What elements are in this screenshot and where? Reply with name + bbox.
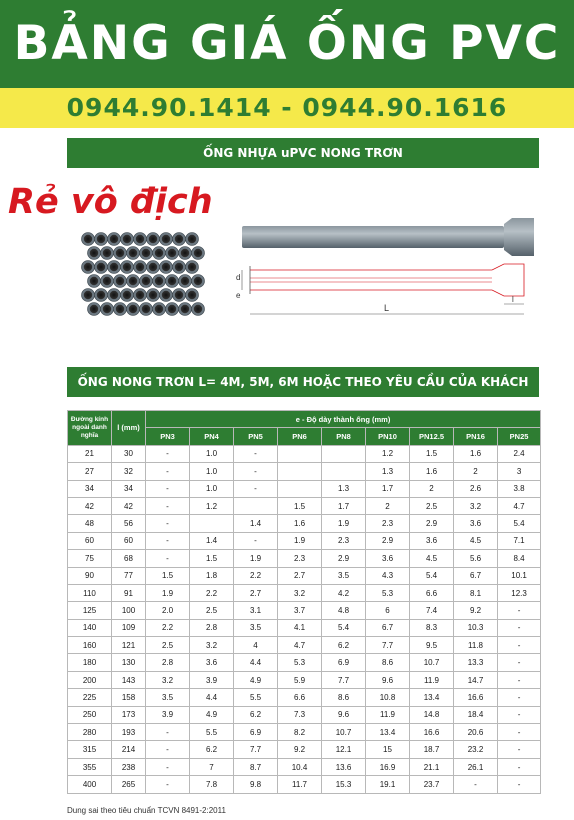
cell-thickness: 1.9 (234, 550, 278, 567)
cell-thickness: 6 (366, 602, 410, 619)
header-pn: PN5 (234, 428, 278, 445)
cell-thickness: 5.5 (190, 724, 234, 741)
cell-thickness: 2.3 (278, 550, 322, 567)
cell-thickness: 5.6 (454, 550, 498, 567)
cell-length: 42 (112, 497, 146, 514)
cell-thickness (278, 445, 322, 462)
cell-thickness: 10.3 (454, 619, 498, 636)
section-title-length: ỐNG NONG TRƠN L= 4M, 5M, 6M HOẶC THEO YÊU CẦU CỦA KHÁCH (67, 367, 539, 397)
cell-thickness: 3.1 (234, 602, 278, 619)
cell-thickness: 3.2 (278, 584, 322, 601)
cell-length: 193 (112, 724, 146, 741)
table-row (68, 758, 541, 775)
pipe-bundle-image (80, 225, 200, 325)
page-title: BẢNG GIÁ ỐNG PVC (13, 16, 561, 71)
cell-length: 214 (112, 741, 146, 758)
cell-thickness: 10.7 (410, 654, 454, 671)
cell-length: 91 (112, 584, 146, 601)
cell-thickness: 4.4 (234, 654, 278, 671)
cell-thickness: - (234, 463, 278, 480)
cell-thickness: 3.6 (410, 532, 454, 549)
cell-length: 121 (112, 637, 146, 654)
cell-thickness: 1.5 (146, 567, 190, 584)
cell-thickness: - (146, 550, 190, 567)
cell-thickness: 13.4 (410, 689, 454, 706)
table-row (68, 706, 541, 723)
table-row (68, 515, 541, 532)
cell-thickness: 2.2 (234, 567, 278, 584)
table-row (68, 776, 541, 793)
cell-thickness: 3 (498, 463, 541, 480)
cell-thickness: 4 (234, 637, 278, 654)
cell-thickness: 15.3 (322, 776, 366, 793)
cell-thickness: - (498, 619, 541, 636)
cell-thickness: 16.6 (454, 689, 498, 706)
phone-numbers: 0944.90.1414 - 0944.90.1616 (66, 93, 508, 122)
cell-diameter: 34 (68, 480, 112, 497)
spec-table (67, 410, 541, 794)
cell-thickness: 9.2 (278, 741, 322, 758)
cell-thickness: 5.4 (410, 567, 454, 584)
cell-thickness: 2.4 (498, 445, 541, 462)
cell-thickness: 18.7 (410, 741, 454, 758)
cell-thickness: 4.9 (234, 671, 278, 688)
cell-thickness: 1.0 (190, 463, 234, 480)
cell-thickness: 1.5 (278, 497, 322, 514)
cell-thickness: 4.1 (278, 619, 322, 636)
cell-diameter: 48 (68, 515, 112, 532)
phone-bar (0, 88, 574, 128)
cell-thickness: 20.6 (454, 724, 498, 741)
cell-thickness (322, 445, 366, 462)
cell-thickness: - (146, 724, 190, 741)
cell-thickness: 2.9 (366, 532, 410, 549)
cell-thickness: 2.2 (190, 584, 234, 601)
cell-thickness: 4.3 (366, 567, 410, 584)
cell-thickness: 4.8 (322, 602, 366, 619)
cell-thickness: - (234, 532, 278, 549)
cell-thickness: 26.1 (454, 758, 498, 775)
cell-length: 143 (112, 671, 146, 688)
header-pn: PN25 (498, 428, 541, 445)
cell-thickness: 6.7 (454, 567, 498, 584)
cell-thickness: 1.0 (190, 480, 234, 497)
cell-thickness: - (498, 776, 541, 793)
cell-thickness: 1.7 (322, 497, 366, 514)
header-pn: PN3 (146, 428, 190, 445)
cell-thickness: 9.8 (234, 776, 278, 793)
cell-diameter: 160 (68, 637, 112, 654)
cell-diameter: 110 (68, 584, 112, 601)
cell-thickness: 5.3 (278, 654, 322, 671)
cell-thickness: 11.7 (278, 776, 322, 793)
cell-thickness: - (234, 445, 278, 462)
cell-thickness: 4.4 (190, 689, 234, 706)
cell-thickness: 4.7 (278, 637, 322, 654)
cell-thickness: 5.3 (366, 584, 410, 601)
cell-thickness: 1.2 (190, 497, 234, 514)
label-l: l (512, 295, 514, 304)
cell-thickness: 16.9 (366, 758, 410, 775)
cell-thickness: 2.3 (366, 515, 410, 532)
cell-thickness: 3.5 (146, 689, 190, 706)
cell-thickness: 8.6 (322, 689, 366, 706)
cell-thickness: 7.4 (410, 602, 454, 619)
header-pn: PN4 (190, 428, 234, 445)
cell-diameter: 21 (68, 445, 112, 462)
cell-thickness: 2.8 (190, 619, 234, 636)
cell-thickness: - (498, 741, 541, 758)
cell-thickness: 1.6 (278, 515, 322, 532)
cell-thickness: - (146, 776, 190, 793)
cell-diameter: 280 (68, 724, 112, 741)
cell-thickness: 1.0 (190, 445, 234, 462)
cell-thickness: - (146, 741, 190, 758)
cell-thickness: 4.5 (410, 550, 454, 567)
cell-thickness: 7.7 (322, 671, 366, 688)
cell-diameter: 42 (68, 497, 112, 514)
cell-thickness (278, 463, 322, 480)
cell-thickness: - (498, 689, 541, 706)
cell-thickness: 1.6 (454, 445, 498, 462)
cell-thickness: 11.8 (454, 637, 498, 654)
cell-thickness: 23.2 (454, 741, 498, 758)
cell-thickness: 3.2 (146, 671, 190, 688)
cell-thickness: - (498, 758, 541, 775)
cell-thickness: 2 (366, 497, 410, 514)
footnote: Dung sai theo tiêu chuẩn TCVN 8491-2:2011 (67, 806, 226, 815)
cell-thickness: 3.5 (322, 567, 366, 584)
cell-thickness: 3.6 (454, 515, 498, 532)
cell-thickness: 3.2 (454, 497, 498, 514)
cell-thickness: 7 (190, 758, 234, 775)
cell-diameter: 60 (68, 532, 112, 549)
slogan-text: Rẻ vô địch (8, 182, 213, 222)
table-row (68, 619, 541, 636)
cell-thickness: - (498, 637, 541, 654)
cell-diameter: 400 (68, 776, 112, 793)
cell-thickness: 9.6 (366, 671, 410, 688)
cell-diameter: 140 (68, 619, 112, 636)
table-row (68, 445, 541, 462)
cell-thickness: 6.9 (234, 724, 278, 741)
cell-thickness: 6.7 (366, 619, 410, 636)
cell-length: 173 (112, 706, 146, 723)
cell-thickness: 2.9 (410, 515, 454, 532)
cell-diameter: 225 (68, 689, 112, 706)
header-pn: PN16 (454, 428, 498, 445)
cell-diameter: 27 (68, 463, 112, 480)
cell-length: 34 (112, 480, 146, 497)
cell-thickness: 1.7 (366, 480, 410, 497)
cell-thickness: 23.7 (410, 776, 454, 793)
table-row (68, 463, 541, 480)
cell-length: 56 (112, 515, 146, 532)
cell-thickness: 1.5 (410, 445, 454, 462)
cell-thickness: 7.7 (234, 741, 278, 758)
cell-thickness: 10.8 (366, 689, 410, 706)
cell-thickness: 9.5 (410, 637, 454, 654)
cell-thickness: 2.0 (146, 602, 190, 619)
cell-thickness: 1.4 (190, 532, 234, 549)
cell-thickness: 6.6 (410, 584, 454, 601)
cell-thickness: 21.1 (410, 758, 454, 775)
cell-thickness: - (146, 497, 190, 514)
cell-thickness (190, 515, 234, 532)
cell-thickness: 14.8 (410, 706, 454, 723)
cell-thickness: 4.9 (190, 706, 234, 723)
cell-thickness: 1.9 (278, 532, 322, 549)
table-row (68, 637, 541, 654)
cell-thickness: 8.4 (498, 550, 541, 567)
cell-length: 68 (112, 550, 146, 567)
cell-thickness: 3.8 (498, 480, 541, 497)
label-d: d (236, 273, 241, 282)
header-banner (0, 0, 574, 88)
cell-thickness: 6.9 (322, 654, 366, 671)
cell-thickness: 6.2 (190, 741, 234, 758)
cell-thickness: 1.3 (366, 463, 410, 480)
cell-diameter: 200 (68, 671, 112, 688)
cell-length: 109 (112, 619, 146, 636)
cell-thickness: - (146, 532, 190, 549)
cell-thickness: 9.2 (454, 602, 498, 619)
cell-thickness (322, 463, 366, 480)
cell-thickness: 2 (454, 463, 498, 480)
label-e: e (236, 291, 241, 300)
header-pn: PN6 (278, 428, 322, 445)
cell-thickness (234, 497, 278, 514)
cell-thickness: 10.7 (322, 724, 366, 741)
header-thickness-group: e - Độ dày thành ống (mm) (146, 411, 541, 428)
cell-diameter: 180 (68, 654, 112, 671)
cell-thickness: 5.9 (278, 671, 322, 688)
cell-thickness: 15 (366, 741, 410, 758)
cell-thickness: 7.7 (366, 637, 410, 654)
cell-thickness: 4.5 (454, 532, 498, 549)
cell-thickness: 13.3 (454, 654, 498, 671)
cell-thickness: 8.7 (234, 758, 278, 775)
section-title-upvc: ỐNG NHỰA uPVC NONG TRƠN (67, 138, 539, 168)
cell-thickness: 3.5 (234, 619, 278, 636)
cell-thickness: 3.2 (190, 637, 234, 654)
table-row (68, 584, 541, 601)
cell-diameter: 315 (68, 741, 112, 758)
cell-thickness: 3.9 (190, 671, 234, 688)
cell-thickness: 2.6 (454, 480, 498, 497)
cell-thickness: 5.4 (498, 515, 541, 532)
cell-thickness: 18.4 (454, 706, 498, 723)
cell-length: 238 (112, 758, 146, 775)
header-pn: PN10 (366, 428, 410, 445)
cell-thickness: 10.4 (278, 758, 322, 775)
table-row (68, 741, 541, 758)
cell-thickness: - (498, 654, 541, 671)
cell-thickness: 2.5 (146, 637, 190, 654)
cell-thickness: 1.6 (410, 463, 454, 480)
cell-diameter: 125 (68, 602, 112, 619)
table-row (68, 497, 541, 514)
cell-thickness: 2.9 (322, 550, 366, 567)
cell-thickness: - (498, 671, 541, 688)
cell-thickness: 16.6 (410, 724, 454, 741)
cell-thickness: 1.9 (146, 584, 190, 601)
cell-thickness: 6.6 (278, 689, 322, 706)
cell-thickness: 7.1 (498, 532, 541, 549)
cell-thickness: 7.8 (190, 776, 234, 793)
cell-thickness: 8.2 (278, 724, 322, 741)
cell-thickness: - (498, 706, 541, 723)
table-row (68, 532, 541, 549)
cell-thickness (278, 480, 322, 497)
cell-thickness: 3.6 (366, 550, 410, 567)
cell-thickness: 13.4 (366, 724, 410, 741)
cell-thickness: 10.1 (498, 567, 541, 584)
cell-length: 265 (112, 776, 146, 793)
cell-diameter: 355 (68, 758, 112, 775)
cell-length: 158 (112, 689, 146, 706)
cell-thickness: 5.5 (234, 689, 278, 706)
cell-thickness: 12.3 (498, 584, 541, 601)
cell-thickness: 14.7 (454, 671, 498, 688)
cell-thickness: 2.7 (278, 567, 322, 584)
cell-thickness: 3.9 (146, 706, 190, 723)
table-row (68, 724, 541, 741)
cell-thickness: 6.2 (234, 706, 278, 723)
cell-length: 30 (112, 445, 146, 462)
cell-thickness: - (498, 602, 541, 619)
header-pn: PN8 (322, 428, 366, 445)
header-length: l (mm) (112, 411, 146, 446)
spec-table-wrapper (67, 410, 540, 794)
cell-thickness: - (146, 445, 190, 462)
cell-thickness: 4.7 (498, 497, 541, 514)
cell-length: 77 (112, 567, 146, 584)
cell-thickness: 1.4 (234, 515, 278, 532)
cell-thickness: 4.2 (322, 584, 366, 601)
cell-thickness: 1.5 (190, 550, 234, 567)
cell-thickness: 2.8 (146, 654, 190, 671)
cell-thickness: 13.6 (322, 758, 366, 775)
cell-thickness: 1.2 (366, 445, 410, 462)
cell-thickness: 19.1 (366, 776, 410, 793)
cell-diameter: 75 (68, 550, 112, 567)
table-row (68, 671, 541, 688)
table-row (68, 550, 541, 567)
cell-thickness: - (146, 515, 190, 532)
cell-thickness: 12.1 (322, 741, 366, 758)
table-body (68, 445, 541, 793)
cell-thickness: - (146, 758, 190, 775)
cell-thickness: 3.7 (278, 602, 322, 619)
cell-thickness: 1.9 (322, 515, 366, 532)
table-row (68, 602, 541, 619)
cell-thickness: 11.9 (366, 706, 410, 723)
cell-thickness: 7.3 (278, 706, 322, 723)
cell-thickness: 8.1 (454, 584, 498, 601)
cell-thickness: - (454, 776, 498, 793)
cell-thickness: 8.6 (366, 654, 410, 671)
cell-thickness: 5.4 (322, 619, 366, 636)
pipe-technical-drawing (236, 208, 542, 328)
cell-thickness: 2.3 (322, 532, 366, 549)
cell-thickness: 2.7 (234, 584, 278, 601)
cell-thickness: - (234, 480, 278, 497)
cell-thickness: - (146, 463, 190, 480)
cell-length: 100 (112, 602, 146, 619)
header-pn: PN12.5 (410, 428, 454, 445)
cell-thickness: 1.3 (322, 480, 366, 497)
cell-thickness: 1.8 (190, 567, 234, 584)
cell-thickness: 11.9 (410, 671, 454, 688)
cell-thickness: 6.2 (322, 637, 366, 654)
cell-length: 60 (112, 532, 146, 549)
header-outer-diameter: Đường kính ngoài danh nghĩa (68, 411, 112, 446)
cell-diameter: 90 (68, 567, 112, 584)
cell-thickness: 2 (410, 480, 454, 497)
cell-length: 32 (112, 463, 146, 480)
table-row (68, 689, 541, 706)
cell-length: 130 (112, 654, 146, 671)
cell-thickness: - (146, 480, 190, 497)
cell-thickness: 3.6 (190, 654, 234, 671)
cell-diameter: 250 (68, 706, 112, 723)
label-L: L (384, 303, 390, 313)
table-row (68, 567, 541, 584)
cell-thickness: 2.5 (410, 497, 454, 514)
cell-thickness: - (498, 724, 541, 741)
table-row (68, 654, 541, 671)
cell-thickness: 2.2 (146, 619, 190, 636)
table-row (68, 480, 541, 497)
cell-thickness: 8.3 (410, 619, 454, 636)
cell-thickness: 9.6 (322, 706, 366, 723)
cell-thickness: 2.5 (190, 602, 234, 619)
